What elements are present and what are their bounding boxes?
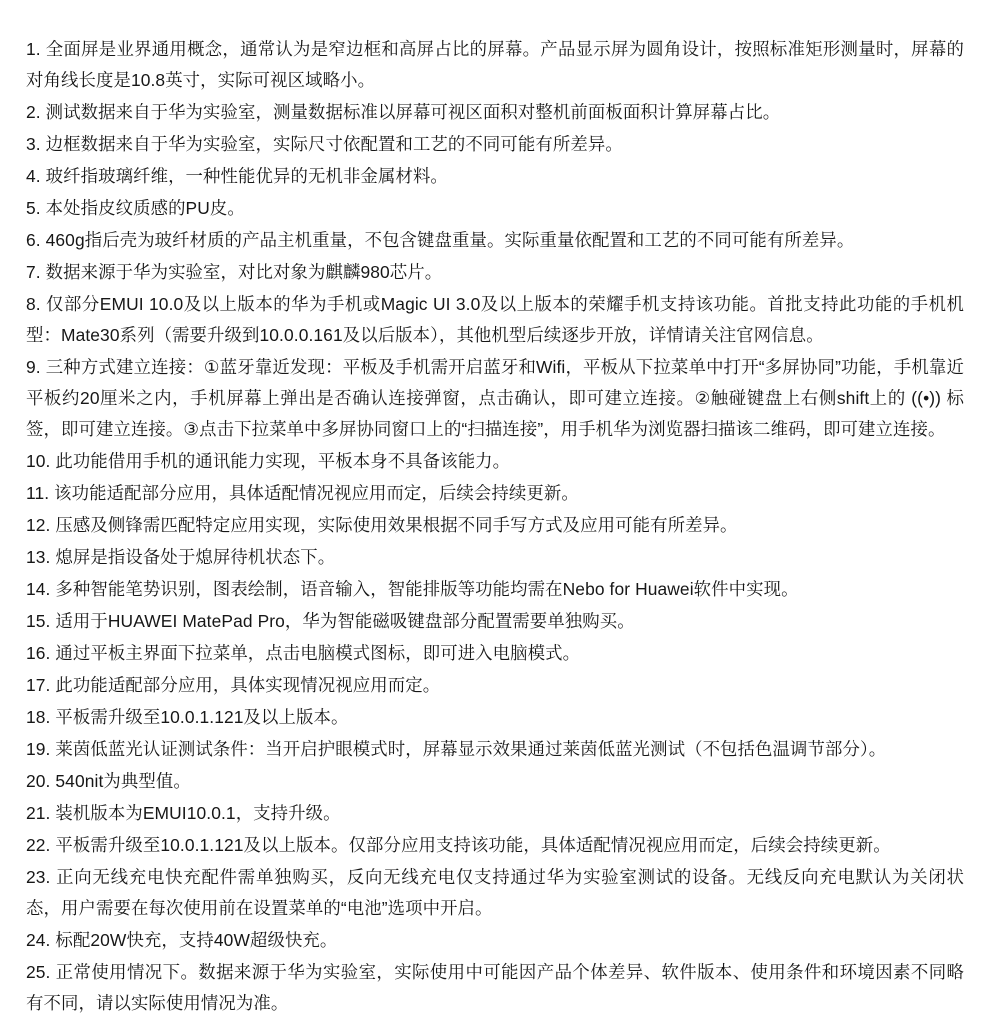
footnote-item: 4. 玻纤指玻璃纤维，一种性能优异的无机非金属材料。 bbox=[26, 166, 448, 186]
footnote-item: 13. 熄屏是指设备处于熄屏待机状态下。 bbox=[26, 547, 336, 567]
footnote-item: 23. 正向无线充电快充配件需单独购买，反向无线充电仅支持通过华为实验室测试的设备。无线反向充电默认为关闭状态，用户需要在每次使用前在设置菜单的“电池”选项中开启。 bbox=[26, 867, 964, 918]
footnote-item: 16. 通过平板主界面下拉菜单，点击电脑模式图标，即可进入电脑模式。 bbox=[26, 643, 581, 663]
footnote-item: 24. 标配20W快充，支持40W超级快充。 bbox=[26, 930, 338, 950]
footnote-item: 1. 全面屏是业界通用概念，通常认为是窄边框和高屏占比的屏幕。产品显示屏为圆角设计，按照标准矩形测量时，屏幕的对角线长度是10.8英寸，实际可视区域略小。 bbox=[26, 39, 964, 90]
footnote-item: 21. 装机版本为EMUI10.0.1，支持升级。 bbox=[26, 803, 341, 823]
footnote-item: 20. 540nit为典型值。 bbox=[26, 771, 191, 791]
footnote-item: 12. 压感及侧锋需匹配特定应用实现，实际使用效果根据不同手写方式及应用可能有所差异。 bbox=[26, 515, 738, 535]
footnote-item: 9. 三种方式建立连接：①蓝牙靠近发现：平板及手机需开启蓝牙和Wifi，平板从下拉菜单中打开“多屏协同”功能，手机靠近平板约20厘米之内，手机屏幕上弹出是否确认连接弹窗，点击确认，即可建立连接。②触碰键盘上右侧shift上的 ((•)) 标签，即可建立连接。③点击下拉菜单中多屏协同窗口上的“扫描连接”，用手机华为浏览器扫描该二维码，即可建立连接。 bbox=[26, 357, 964, 439]
footnote-item: 6. 460g指后壳为玻纤材质的产品主机重量，不包含键盘重量。实际重量依配置和工艺的不同可能有所差异。 bbox=[26, 230, 855, 250]
footnote-item: 14. 多种智能笔势识别，图表绘制，语音输入，智能排版等功能均需在Nebo for Huawei软件中实现。 bbox=[26, 579, 799, 599]
footnote-item: 8. 仅部分EMUI 10.0及以上版本的华为手机或Magic UI 3.0及以上版本的荣耀手机支持该功能。首批支持此功能的手机机型：Mate30系列（需要升级到10.0.0.161及以后版本），其他机型后续逐步开放，详情请关注官网信息。 bbox=[26, 294, 964, 345]
footnote-item: 11. 该功能适配部分应用，具体适配情况视应用而定，后续会持续更新。 bbox=[26, 483, 579, 503]
footnote-item: 19. 莱茵低蓝光认证测试条件：当开启护眼模式时，屏幕显示效果通过莱茵低蓝光测试（不包括色温调节部分）。 bbox=[26, 739, 887, 759]
footnote-item: 7. 数据来源于华为实验室，对比对象为麒麟980芯片。 bbox=[26, 262, 443, 282]
footnote-item: 15. 适用于HUAWEI MatePad Pro，华为智能磁吸键盘部分配置需要单独购买。 bbox=[26, 611, 635, 631]
footnote-item: 25. 正常使用情况下。数据来源于华为实验室，实际使用中可能因产品个体差异、软件版本、使用条件和环境因素不同略有不同，请以实际使用情况为准。 bbox=[26, 962, 964, 1013]
footnote-item: 2. 测试数据来自于华为实验室，测量数据标准以屏幕可视区面积对整机前面板面积计算屏幕占比。 bbox=[26, 102, 781, 122]
footnote-item: 18. 平板需升级至10.0.1.121及以上版本。 bbox=[26, 707, 349, 727]
footnote-item: 3. 边框数据来自于华为实验室，实际尺寸依配置和工艺的不同可能有所差异。 bbox=[26, 134, 623, 154]
footnote-item: 10. 此功能借用手机的通讯能力实现，平板本身不具备该能力。 bbox=[26, 451, 511, 471]
footnote-item: 22. 平板需升级至10.0.1.121及以上版本。仅部分应用支持该功能，具体适配情况视应用而定，后续会持续更新。 bbox=[26, 835, 891, 855]
footnote-item: 5. 本处指皮纹质感的PU皮。 bbox=[26, 198, 245, 218]
footnote-item: 17. 此功能适配部分应用，具体实现情况视应用而定。 bbox=[26, 675, 441, 695]
